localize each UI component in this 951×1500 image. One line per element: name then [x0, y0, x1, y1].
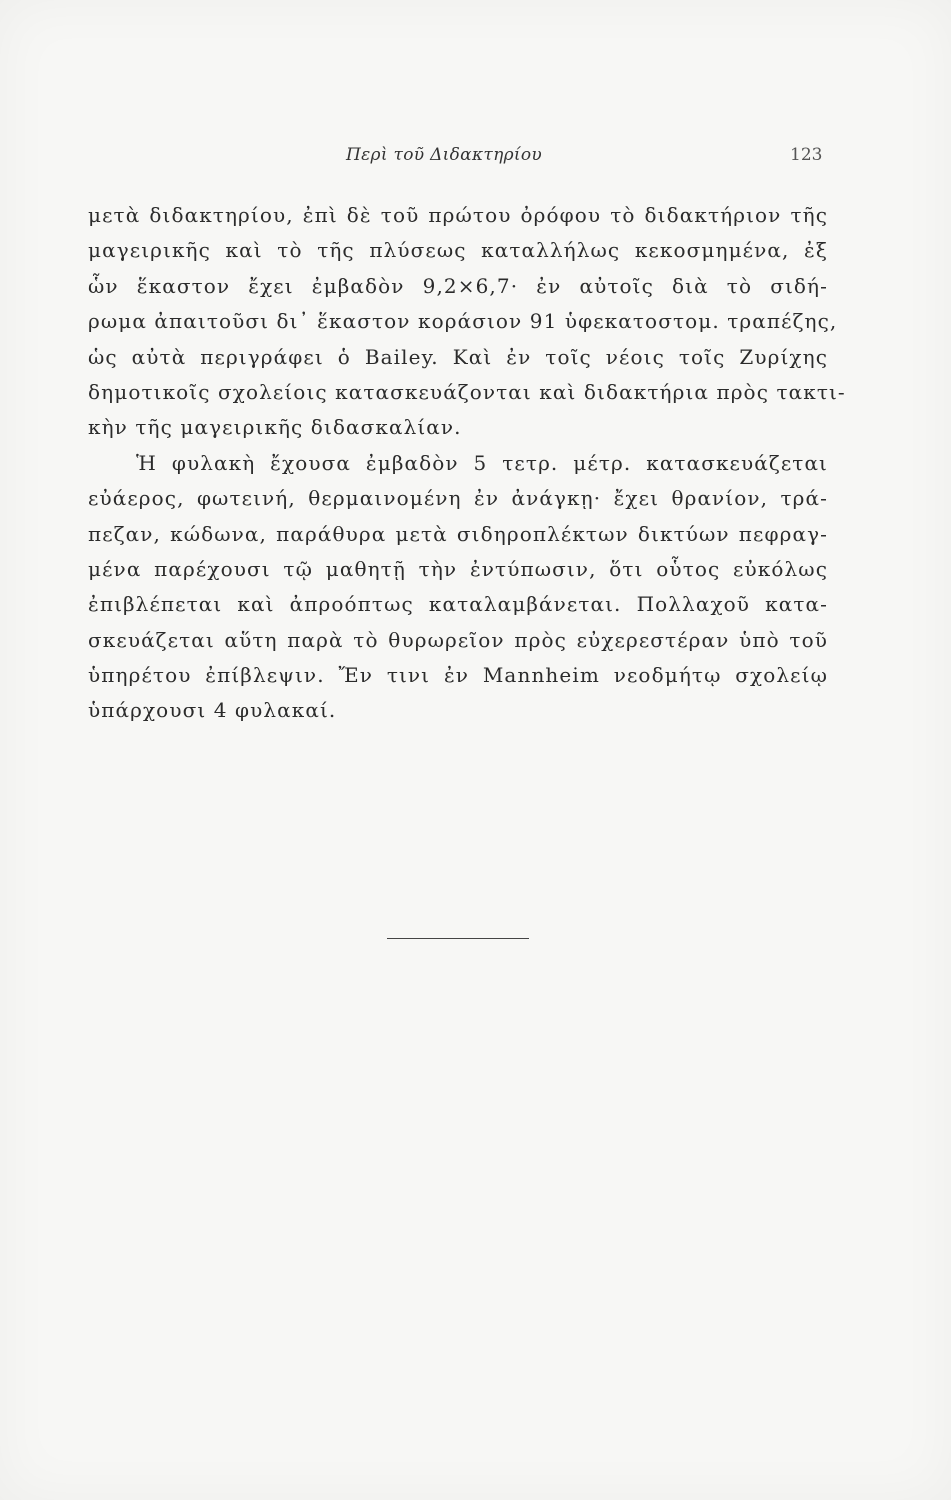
text-line-14: ὑπηρέτου ἐπίβλεψιν. Ἔν τινι ἐν Mannheim νεοδμήτῳ σχολείῳ: [88, 663, 828, 688]
body-text: [88, 198, 846, 729]
text-line-9: εὐάερος, φωτεινή, θερμαινομένη ἐν ἀνάγκῃ· ἔχει θρανίον, τρά-: [88, 486, 828, 511]
text-line-13: σκευάζεται αὕτη παρὰ τὸ θυρωρεῖον πρὸς εὐχερεστέραν ὑπὸ τοῦ: [88, 627, 828, 652]
text-line-1: μετὰ διδακτηρίου, ἐπὶ δὲ τοῦ πρώτου ὀρόφου τὸ διδακτήριον τῆς: [88, 203, 828, 227]
text-line-11: μένα παρέχουσι τῷ μαθητῇ τὴν ἐντύπωσιν, ὅτι οὗτος εὐκόλως: [88, 556, 828, 581]
text-line-6: δημοτικοῖς σχολείοις κατασκευάζονται καὶ διδακτήρια πρὸς τακτι-: [88, 379, 846, 404]
running-title: Περὶ τοῦ Διδακτηρίου: [346, 145, 543, 165]
text-line-3: ὧν ἕκαστον ἔχει ἐμβαδὸν 9,2×6,7· ἐν αὐτοῖς διὰ τὸ σιδή-: [88, 273, 828, 298]
running-header: [0, 145, 951, 175]
text-line-8: Ἡ φυλακὴ ἔχουσα ἐμβαδὸν 5 τετρ. μέτρ. κατασκευάζεται: [136, 450, 828, 475]
text-line-4: ρωμα ἀπαιτοῦσι δι᾽ ἕκαστον κοράσιον 91 ὑφεκατοστομ. τραπέζης,: [88, 309, 838, 334]
text-line-10: πεζαν, κώδωνα, παράθυρα μετὰ σιδηροπλέκτων δικτύων πεφραγ-: [88, 521, 828, 546]
text-line-2: μαγειρικῆς καὶ τὸ τῆς πλύσεως καταλλήλως κεκοσμημένα, ἐξ: [88, 238, 828, 263]
text-line-7: κὴν τῆς μαγειρικῆς διδασκαλίαν.: [88, 415, 462, 440]
text-line-15: ὑπάρχουσι 4 φυλακαί.: [88, 698, 337, 723]
page-number: 123: [790, 145, 823, 165]
text-line-12: ἐπιβλέπεται καὶ ἀπροόπτως καταλαμβάνεται. Πολλαχοῦ κατα-: [88, 592, 828, 617]
text-line-5: ὡς αὐτὰ περιγράφει ὁ Bailey. Καὶ ἐν τοῖς νέοις τοῖς Ζυρίχης: [88, 344, 828, 369]
section-divider: [387, 938, 529, 939]
